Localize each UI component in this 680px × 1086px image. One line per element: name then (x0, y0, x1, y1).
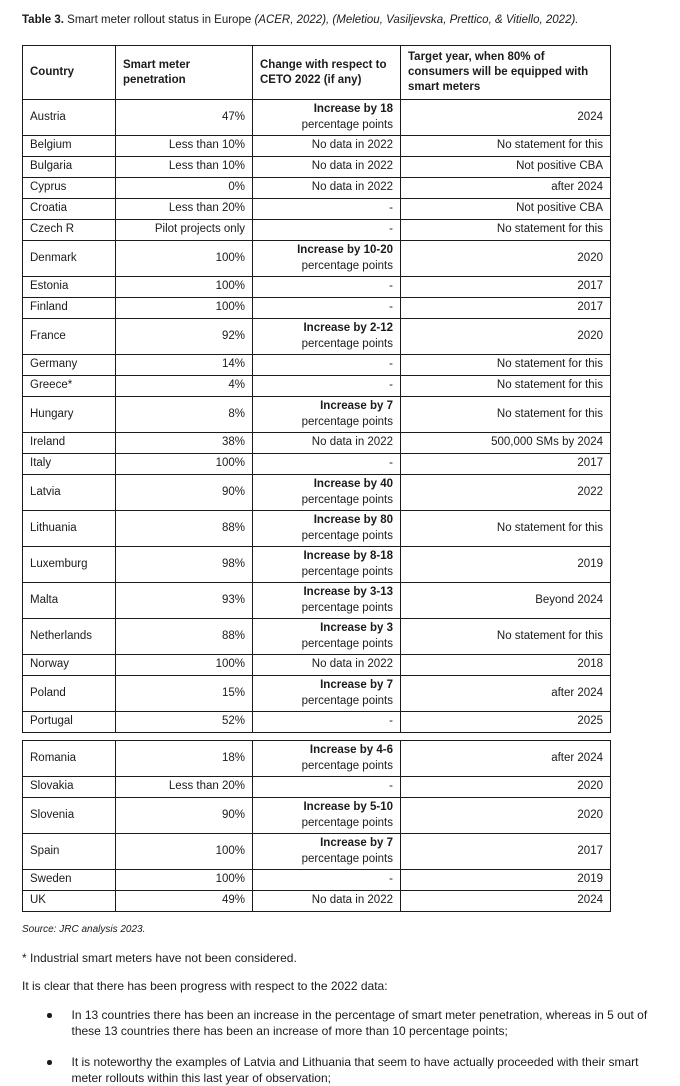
target-cell: No statement for this (401, 397, 611, 433)
table-row-malta (23, 583, 611, 619)
change-cell (253, 100, 401, 136)
target-cell: 2018 (401, 655, 611, 676)
change-bold-line: Increase by 5-10 (303, 801, 393, 813)
country-cell: Malta (23, 583, 116, 619)
change-bold-line: Increase by 80 (313, 514, 393, 526)
target-cell: 2017 (401, 454, 611, 475)
bullet-text: It is noteworthy the examples of Latvia and Lithuania that seem to have actually proceeded with their smart meter rollouts within this last year of observation; (71, 1055, 639, 1085)
country-cell: Czech R (23, 220, 116, 241)
country-cell: Italy (23, 454, 116, 475)
country-cell: Estonia (23, 277, 116, 298)
table-row-uk (23, 891, 611, 912)
country-cell: Bulgaria (23, 157, 116, 178)
change-bold-line: Increase by 7 (320, 837, 393, 849)
table-row-estonia (23, 277, 611, 298)
bullet-icon (47, 1013, 52, 1018)
target-cell: No statement for this (401, 136, 611, 157)
change-cell: - (253, 298, 401, 319)
penetration-cell: 100% (116, 277, 253, 298)
table-row-latvia (23, 475, 611, 511)
change-cell: - (253, 712, 401, 733)
penetration-cell: 49% (116, 891, 253, 912)
bullet-text: In 13 countries there has been an increase in the percentage of smart meter penetration, whereas in 5 out of these 13 countries there has been an increase of more than 10 percentage points; (71, 1008, 648, 1038)
table-caption-label: Table 3. (22, 14, 64, 26)
penetration-cell: 100% (116, 834, 253, 870)
table-row-austria (23, 100, 611, 136)
table-caption (22, 13, 656, 28)
smart-meter-table (22, 45, 611, 733)
table-row-spain (23, 834, 611, 870)
country-cell: Sweden (23, 870, 116, 891)
target-cell: 2020 (401, 798, 611, 834)
change-cell (253, 583, 401, 619)
penetration-cell: 15% (116, 676, 253, 712)
target-cell: 500,000 SMs by 2024 (401, 433, 611, 454)
change-note-line: percentage points (301, 493, 393, 506)
country-cell: Slovenia (23, 798, 116, 834)
penetration-cell: 88% (116, 511, 253, 547)
smart-meter-table-continued (22, 740, 611, 912)
table-row-cyprus (23, 178, 611, 199)
table-row-sweden (23, 870, 611, 891)
target-cell: No statement for this (401, 376, 611, 397)
penetration-cell: 4% (116, 376, 253, 397)
country-cell: Ireland (23, 433, 116, 454)
table-row-denmark (23, 241, 611, 277)
table-row-greece (23, 376, 611, 397)
target-cell: 2020 (401, 241, 611, 277)
column-header-penetration: Smart meter penetration (116, 46, 253, 100)
asterisk-footnote: * Industrial smart meters have not been considered. (22, 951, 297, 965)
bullet-icon (47, 1060, 52, 1065)
country-cell: Netherlands (23, 619, 116, 655)
change-cell: No data in 2022 (253, 136, 401, 157)
table-row-croatia (23, 199, 611, 220)
target-cell: No statement for this (401, 355, 611, 376)
penetration-cell: 90% (116, 798, 253, 834)
change-bold-line: Increase by 8-18 (303, 550, 393, 562)
change-cell (253, 319, 401, 355)
change-note-line: percentage points (301, 415, 393, 428)
change-cell: No data in 2022 (253, 178, 401, 199)
penetration-cell: 92% (116, 319, 253, 355)
change-cell: - (253, 454, 401, 475)
country-cell: Denmark (23, 241, 116, 277)
country-cell: Finland (23, 298, 116, 319)
country-cell: Romania (23, 741, 116, 777)
target-cell: 2017 (401, 834, 611, 870)
country-cell: Cyprus (23, 178, 116, 199)
table-header (23, 46, 611, 100)
target-cell: after 2024 (401, 741, 611, 777)
change-cell: No data in 2022 (253, 433, 401, 454)
table-header-row (23, 46, 611, 100)
country-cell: Latvia (23, 475, 116, 511)
bullet-item (22, 1007, 656, 1039)
country-cell: Hungary (23, 397, 116, 433)
change-note-line: percentage points (301, 529, 393, 542)
change-bold-line: Increase by 2-12 (303, 322, 393, 334)
change-cell (253, 798, 401, 834)
target-cell: Not positive CBA (401, 199, 611, 220)
table-row-lithuania (23, 511, 611, 547)
change-cell (253, 475, 401, 511)
target-cell: Not positive CBA (401, 157, 611, 178)
bullet-list (22, 1007, 656, 1086)
target-cell: No statement for this (401, 220, 611, 241)
penetration-cell: Less than 20% (116, 199, 253, 220)
target-cell: No statement for this (401, 619, 611, 655)
target-cell: 2024 (401, 891, 611, 912)
table-caption-text: Smart meter rollout status in Europe (63, 14, 255, 26)
table-row-ireland (23, 433, 611, 454)
change-bold-line: Increase by 7 (320, 679, 393, 691)
change-cell: - (253, 277, 401, 298)
country-cell: Portugal (23, 712, 116, 733)
target-cell: 2019 (401, 870, 611, 891)
change-bold-line: Increase by 10-20 (297, 244, 393, 256)
change-bold-line: Increase by 3 (320, 622, 393, 634)
table-row-norway (23, 655, 611, 676)
change-note-line: percentage points (301, 601, 393, 614)
change-cell (253, 241, 401, 277)
change-bold-line: Increase by 3-13 (303, 586, 393, 598)
country-cell: Spain (23, 834, 116, 870)
change-cell: No data in 2022 (253, 655, 401, 676)
target-cell: 2022 (401, 475, 611, 511)
column-header-change: Change with respect to CETO 2022 (if any) (253, 46, 401, 100)
change-note-line: percentage points (301, 816, 393, 829)
country-cell: Poland (23, 676, 116, 712)
penetration-cell: 98% (116, 547, 253, 583)
table-row-luxemburg (23, 547, 611, 583)
target-cell: after 2024 (401, 676, 611, 712)
penetration-cell: 52% (116, 712, 253, 733)
change-cell: - (253, 376, 401, 397)
penetration-cell: 8% (116, 397, 253, 433)
table-row-hungary (23, 397, 611, 433)
change-cell: - (253, 199, 401, 220)
change-cell: No data in 2022 (253, 891, 401, 912)
penetration-cell: 14% (116, 355, 253, 376)
target-cell: 2025 (401, 712, 611, 733)
country-cell: Belgium (23, 136, 116, 157)
penetration-cell: 100% (116, 454, 253, 475)
change-cell: No data in 2022 (253, 157, 401, 178)
country-cell: Greece* (23, 376, 116, 397)
change-cell: - (253, 220, 401, 241)
country-cell: UK (23, 891, 116, 912)
penetration-cell: 88% (116, 619, 253, 655)
change-cell (253, 397, 401, 433)
table-row-belgium (23, 136, 611, 157)
change-note-line: percentage points (301, 565, 393, 578)
table-row-poland (23, 676, 611, 712)
penetration-cell: 100% (116, 241, 253, 277)
target-cell: 2020 (401, 319, 611, 355)
penetration-cell: 100% (116, 655, 253, 676)
country-cell: Norway (23, 655, 116, 676)
table-row-romania (23, 741, 611, 777)
table-caption-citation: (ACER, 2022), (Meletiou, Vasiljevska, Prettico, & Vitiello, 2022). (254, 14, 579, 26)
change-note-line: percentage points (301, 118, 393, 131)
change-note-line: percentage points (301, 759, 393, 772)
penetration-cell: Less than 20% (116, 777, 253, 798)
change-cell: - (253, 777, 401, 798)
country-cell: Germany (23, 355, 116, 376)
change-bold-line: Increase by 18 (313, 103, 393, 115)
table-row-czechr (23, 220, 611, 241)
country-cell: Lithuania (23, 511, 116, 547)
source-note: Source: JRC analysis 2023. (22, 924, 146, 935)
target-cell: after 2024 (401, 178, 611, 199)
penetration-cell: 100% (116, 298, 253, 319)
table-row-netherlands (23, 619, 611, 655)
country-cell: Croatia (23, 199, 116, 220)
table-row-germany (23, 355, 611, 376)
change-bold-line: Increase by 7 (320, 400, 393, 412)
body-paragraph: It is clear that there has been progress with respect to the 2022 data: (22, 979, 388, 993)
change-note-line: percentage points (301, 852, 393, 865)
penetration-cell: Pilot projects only (116, 220, 253, 241)
penetration-cell: 93% (116, 583, 253, 619)
penetration-cell: Less than 10% (116, 136, 253, 157)
penetration-cell: 90% (116, 475, 253, 511)
penetration-cell: 47% (116, 100, 253, 136)
target-cell: 2017 (401, 277, 611, 298)
table-row-finland (23, 298, 611, 319)
country-cell: Austria (23, 100, 116, 136)
table-row-portugal (23, 712, 611, 733)
column-header-country: Country (23, 46, 116, 100)
table-row-slovakia (23, 777, 611, 798)
change-cell (253, 676, 401, 712)
country-cell: Slovakia (23, 777, 116, 798)
penetration-cell: 18% (116, 741, 253, 777)
change-cell (253, 834, 401, 870)
target-cell: 2020 (401, 777, 611, 798)
target-cell: 2019 (401, 547, 611, 583)
column-header-target-year: Target year, when 80% of consumers will be equipped with smart meters (401, 46, 611, 100)
table-row-france (23, 319, 611, 355)
change-note-line: percentage points (301, 694, 393, 707)
change-note-line: percentage points (301, 637, 393, 650)
change-bold-line: Increase by 4-6 (309, 744, 393, 756)
change-cell (253, 741, 401, 777)
country-cell: Luxemburg (23, 547, 116, 583)
change-cell: - (253, 355, 401, 376)
penetration-cell: 38% (116, 433, 253, 454)
change-cell (253, 619, 401, 655)
penetration-cell: 100% (116, 870, 253, 891)
country-cell: France (23, 319, 116, 355)
bullet-item (22, 1054, 656, 1086)
change-cell: - (253, 870, 401, 891)
change-cell (253, 547, 401, 583)
target-cell: No statement for this (401, 511, 611, 547)
table-row-slovenia (23, 798, 611, 834)
change-cell (253, 511, 401, 547)
change-note-line: percentage points (301, 259, 393, 272)
penetration-cell: 0% (116, 178, 253, 199)
target-cell: Beyond 2024 (401, 583, 611, 619)
penetration-cell: Less than 10% (116, 157, 253, 178)
change-bold-line: Increase by 40 (313, 478, 393, 490)
target-cell: 2017 (401, 298, 611, 319)
table-row-italy (23, 454, 611, 475)
change-note-line: percentage points (301, 337, 393, 350)
target-cell: 2024 (401, 100, 611, 136)
table-row-bulgaria (23, 157, 611, 178)
